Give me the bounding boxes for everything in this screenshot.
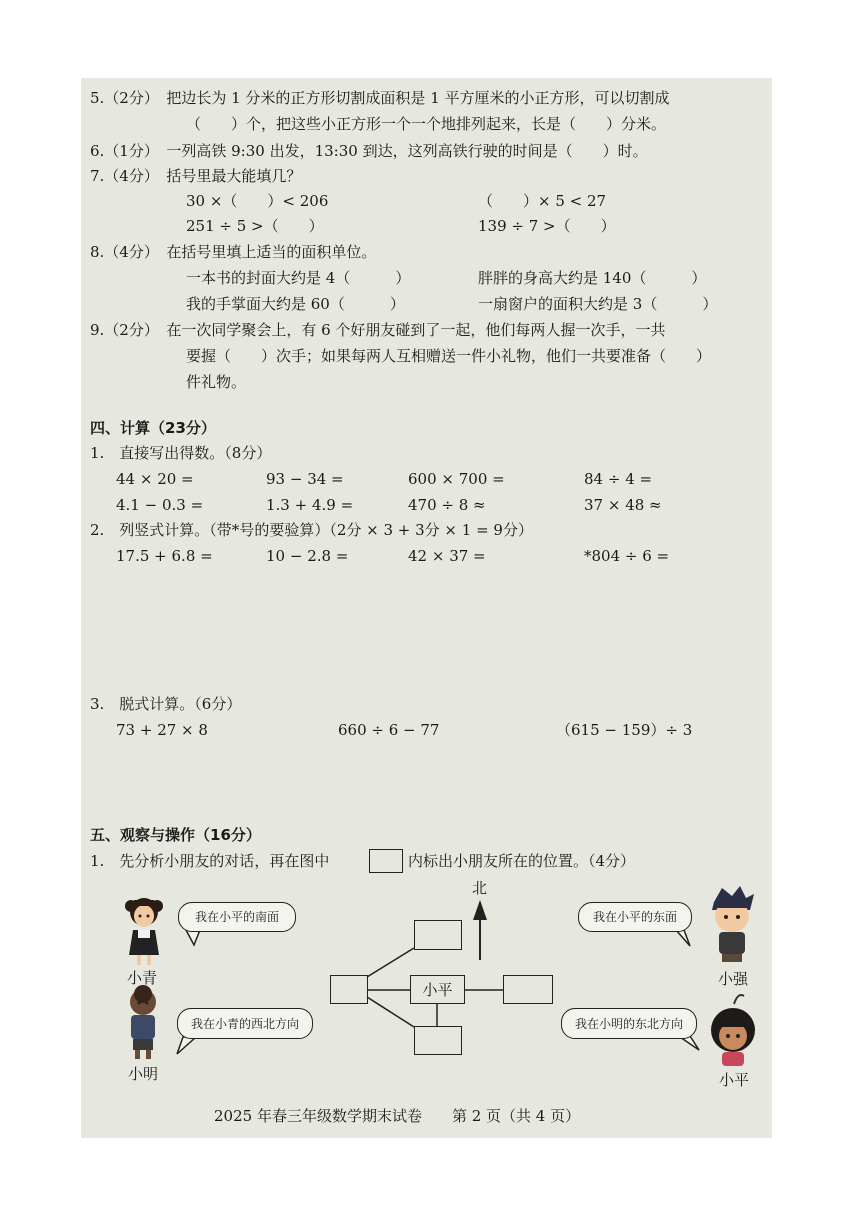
section5-title: 五、观察与操作（16分） bbox=[90, 826, 261, 844]
bubble-xiaoming: 我在小青的西北方向 bbox=[177, 1008, 313, 1039]
bubble-xiaoqiang: 我在小平的东面 bbox=[578, 902, 692, 932]
s4-p3-title: 3. 脱式计算。（6分） bbox=[90, 695, 242, 713]
bubble-xiaoqing: 我在小平的南面 bbox=[178, 902, 296, 932]
s4-p3-item1: 73 + 27 × 8 bbox=[116, 721, 208, 739]
xiaoping-figure bbox=[711, 995, 755, 1066]
q7-d: 139 ÷ 7 >（ ） bbox=[478, 217, 616, 235]
q7-title: 7.（4分） 括号里最大能填几？ bbox=[90, 167, 302, 185]
q7-c: 251 ÷ 5 >（ ） bbox=[186, 217, 324, 235]
name-xiaoqing: 小青 bbox=[127, 969, 158, 987]
north-label: 北 bbox=[472, 879, 488, 897]
name-xiaoqiang: 小强 bbox=[718, 970, 749, 988]
s4-p1-r1c3: 600 × 700 = bbox=[408, 470, 505, 488]
q9-line2: 要握（ ）次手；如果每两人互相赠送一件小礼物，他们一共要准备（ ） bbox=[186, 347, 712, 365]
section4-title: 四、计算（23分） bbox=[90, 419, 216, 437]
s4-p2-item4: *804 ÷ 6 = bbox=[584, 547, 670, 565]
q9-line3: 件礼物。 bbox=[186, 373, 247, 391]
s4-p1-r2c2: 1.3 + 4.9 = bbox=[266, 496, 354, 514]
s4-p2-item2: 10 − 2.8 = bbox=[266, 547, 349, 565]
q9-line1: 9.（2分） 在一次同学聚会上，有 6 个好朋友碰到了一起，他们每两人握一次手，一共 bbox=[90, 321, 666, 339]
q5-line1: 5.（2分） 把边长为 1 分米的正方形切割成面积是 1 平方厘米的小正方形，可以切割成 bbox=[90, 89, 670, 107]
s4-p3-item3: （615 − 159）÷ 3 bbox=[556, 721, 693, 739]
q8-a: 一本书的封面大约是 4（ ） bbox=[186, 269, 411, 287]
s4-p1-r1c1: 44 × 20 = bbox=[116, 470, 194, 488]
name-xiaoming: 小明 bbox=[128, 1065, 159, 1083]
center-label: 小平 bbox=[422, 980, 453, 999]
q8-d: 一扇窗户的面积大约是 3（ ） bbox=[478, 295, 718, 313]
q8-title: 8.（4分） 在括号里填上适当的面积单位。 bbox=[90, 243, 377, 261]
q7-a: 30 ×（ ）< 206 bbox=[186, 192, 329, 210]
s4-p1-title: 1. 直接写出得数。（8分） bbox=[90, 444, 272, 462]
q8-c: 我的手掌面大约是 60（ ） bbox=[186, 295, 405, 313]
s4-p1-r1c2: 93 − 34 = bbox=[266, 470, 344, 488]
s4-p1-r2c4: 37 × 48 ≈ bbox=[584, 496, 662, 514]
name-xiaoping: 小平 bbox=[719, 1071, 750, 1089]
s4-p1-r1c4: 84 ÷ 4 = bbox=[584, 470, 653, 488]
s5-p1-text-after: 内标出小朋友所在的位置。（4分） bbox=[408, 852, 636, 870]
s4-p1-r2c1: 4.1 − 0.3 = bbox=[116, 496, 204, 514]
q5-line2: （ ）个，把这些小正方形一个一个地排列起来，长是（ ）分米。 bbox=[186, 115, 667, 133]
xiaoming-figure bbox=[130, 985, 156, 1059]
s4-p2-item1: 17.5 + 6.8 = bbox=[116, 547, 213, 565]
xiaoqing-figure bbox=[125, 898, 163, 965]
s4-p3-item2: 660 ÷ 6 − 77 bbox=[338, 721, 440, 739]
s5-p1-text-before: 1. 先分析小朋友的对话，再在图中 bbox=[90, 852, 330, 870]
q7-b: （ ）× 5 < 27 bbox=[478, 192, 607, 210]
page-footer: 2025 年春三年级数学期末试卷 第 2 页（共 4 页） bbox=[214, 1107, 581, 1125]
s4-p1-r2c3: 470 ÷ 8 ≈ bbox=[408, 496, 486, 514]
s4-p2-title: 2. 列竖式计算。（带*号的要验算）（2分 × 3 + 3分 × 1 = 9分） bbox=[90, 521, 533, 539]
q8-b: 胖胖的身高大约是 140（ ） bbox=[478, 269, 707, 287]
bubble-xiaoping: 我在小明的东北方向 bbox=[561, 1008, 697, 1039]
s4-p2-item3: 42 × 37 = bbox=[408, 547, 486, 565]
q6: 6.（1分） 一列高铁 9:30 出发，13:30 到达，这列高铁行驶的时间是（ ）时。 bbox=[90, 142, 648, 160]
xiaoqiang-figure bbox=[712, 886, 754, 962]
